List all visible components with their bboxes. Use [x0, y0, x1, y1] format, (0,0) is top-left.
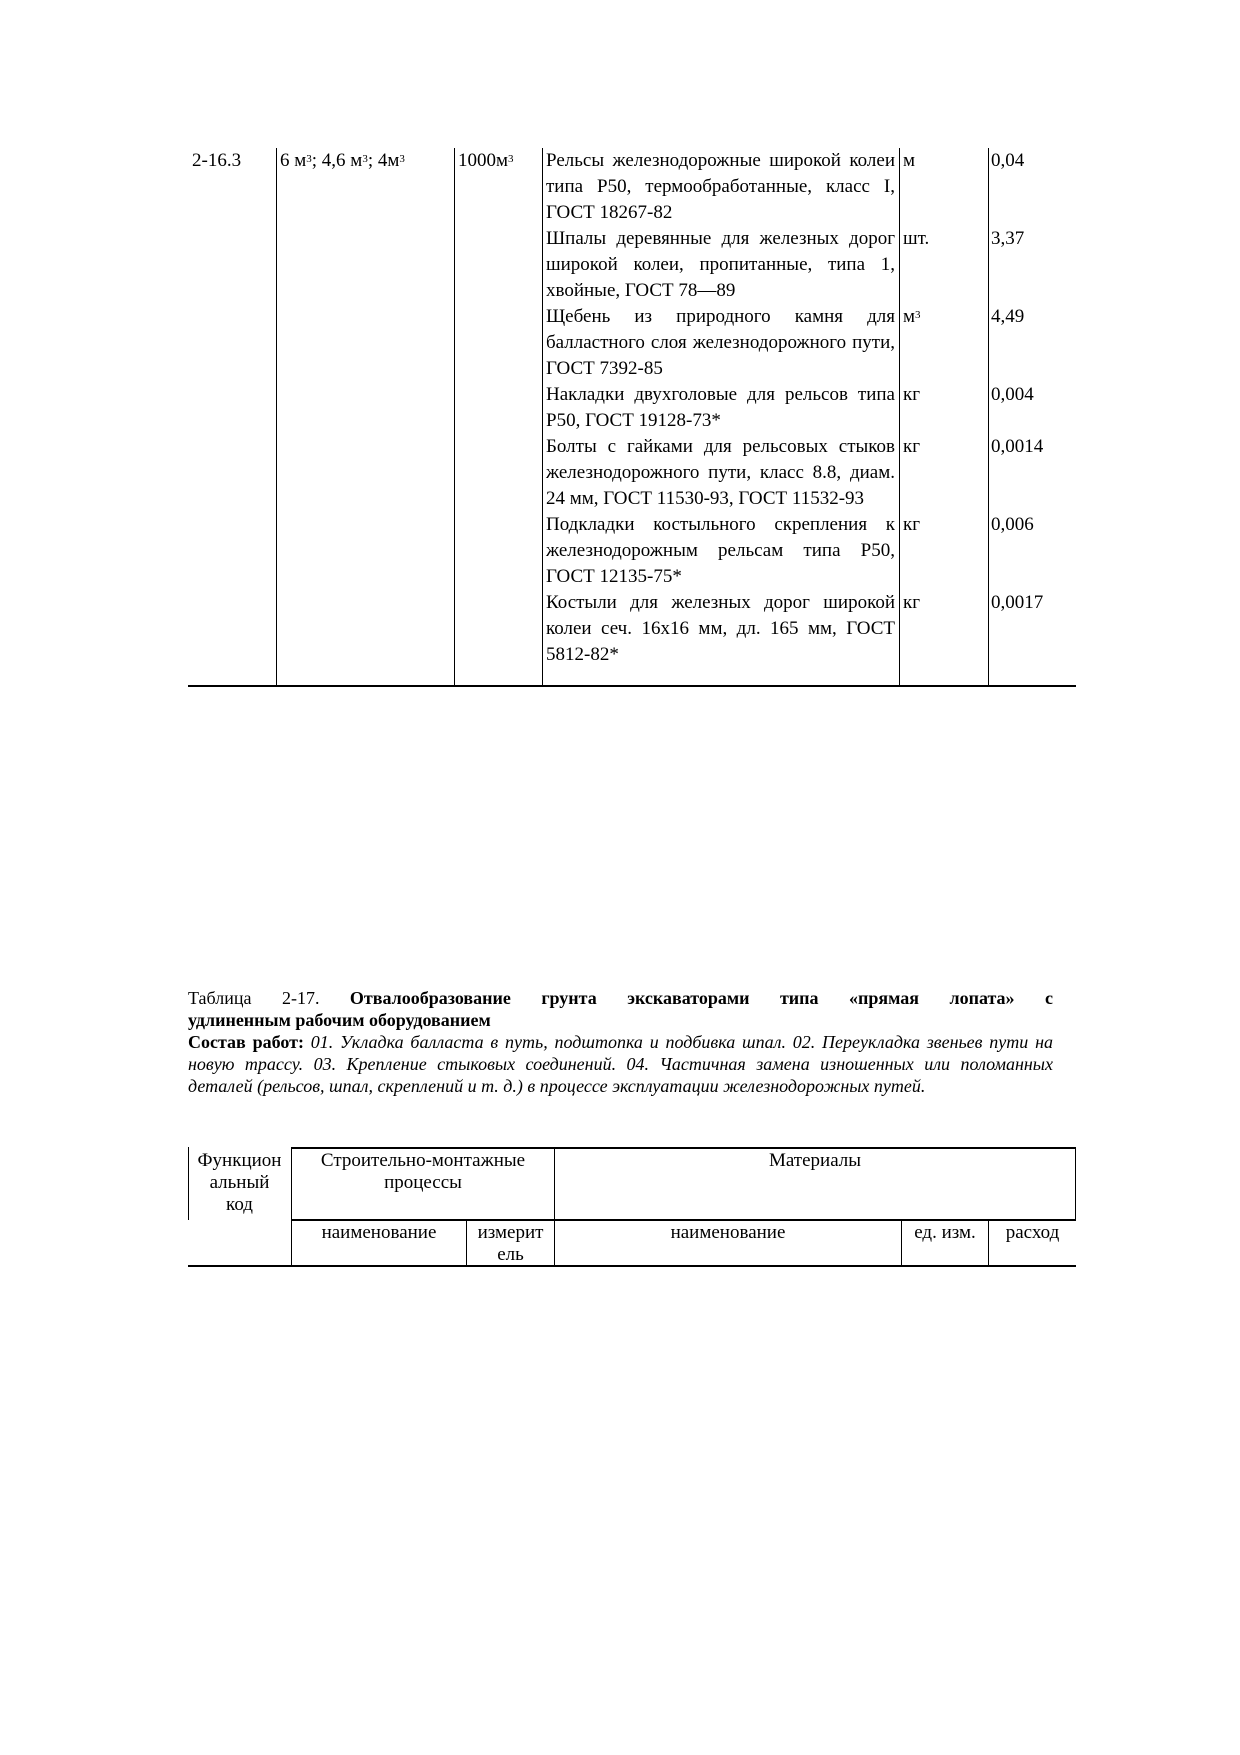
header-mid-border	[291, 1219, 1076, 1221]
material-rate: 0,004	[991, 384, 1034, 405]
col-materials: Материалы	[768, 1150, 862, 1171]
material-rate: 4,49	[991, 306, 1025, 327]
row-meter: $1000м^3$	[458, 150, 514, 171]
header-top-border	[291, 1147, 1076, 1149]
material-name: Шпалы деревянные для железных дорог широкой колеи, пропитанные, типа 1, хвойные, ГОСТ 78—89	[546, 228, 895, 301]
table-row	[188, 226, 1076, 304]
column-divider	[1075, 1147, 1076, 1220]
material-name: Щебень из природного камня для балластного слоя железнодорожного пути, ГОСТ 7392-85	[546, 306, 895, 379]
table-row	[188, 304, 1076, 382]
table-bottom-border	[188, 685, 1076, 687]
material-name: Костыли для железных дорог широкой колеи сеч. 16х16 мм, дл. 165 мм, ГОСТ 5812-82*	[546, 592, 895, 665]
column-divider	[454, 148, 455, 686]
table-row	[188, 382, 1076, 434]
material-name: Накладки двухголовые для рельсов типа Р50, ГОСТ 19128-73*	[546, 384, 895, 431]
material-unit: кг	[903, 592, 921, 613]
table-row	[188, 590, 1076, 668]
material-rate: 3,37	[991, 228, 1025, 249]
material-rate: 0,0017	[991, 592, 1044, 613]
material-unit: м	[903, 150, 916, 171]
material-unit: кг	[903, 514, 921, 535]
header-bottom-border	[188, 1265, 1076, 1267]
material-name: Подкладки костыльного скрепления к железнодорожным рельсам типа Р50, ГОСТ 12135-75*	[546, 514, 895, 587]
column-divider	[988, 148, 989, 686]
sub-col-unit: ед. изм.	[914, 1222, 976, 1243]
table-row	[188, 434, 1076, 512]
works-composition: Состав работ: 01. Укладка балласта в путь, подштопка и подбивка шпал. 02. Переукладка звеньев пути на новую трассу. 03. Крепление стыковых соединений. 04. Частичная замена изношенных или поломанных деталей (рельсов, шпал, скреплений и т. д.) в процессе эксплуатации железнодорожных путей.	[188, 1032, 1053, 1096]
column-divider	[899, 148, 900, 686]
sub-col-material-name: наименование	[670, 1222, 786, 1243]
row-process: 6 $м^3$; 4,6 $м^3$; $4м^3$	[280, 150, 405, 171]
material-name: Рельсы железнодорожные широкой колеи типа Р50, термообработанные, класс I, ГОСТ 18267-82	[546, 150, 895, 223]
column-divider	[276, 148, 277, 686]
table-title: Таблица 2-17. Отвалообразование грунта экскаваторами типа «прямая лопата» с	[188, 988, 1053, 1008]
table-row	[188, 148, 1076, 226]
table-2-17-header	[188, 1147, 1076, 1267]
table-title-continued: удлиненным рабочим оборудованием	[188, 1010, 491, 1030]
material-rate: 0,0014	[991, 436, 1044, 457]
col-construction-processes: Строительно-монтажные процессы	[320, 1150, 526, 1193]
table-heading-block	[188, 987, 1053, 1097]
material-unit: кг	[903, 384, 921, 405]
material-unit: шт.	[903, 228, 930, 249]
sub-col-rate: расход	[1005, 1222, 1060, 1243]
table-row	[188, 512, 1076, 590]
sub-col-name: наименование	[321, 1222, 437, 1243]
material-rate: 0,04	[991, 150, 1025, 171]
material-name: Болты с гайками для рельсовых стыков железнодорожного пути, класс 8.8, диам. 24 мм, ГОСТ 11530-93, ГОСТ 11532-93	[546, 436, 895, 509]
material-unit: $м^3$	[903, 306, 921, 327]
col-functional-code: Функцион альный код	[197, 1150, 282, 1215]
material-rate: 0,006	[991, 514, 1034, 535]
sub-col-meter: измерит ель	[477, 1222, 544, 1265]
material-unit: кг	[903, 436, 921, 457]
materials-table-continued	[188, 148, 1076, 668]
column-divider	[542, 148, 543, 686]
row-code: 2-16.3	[192, 150, 242, 171]
